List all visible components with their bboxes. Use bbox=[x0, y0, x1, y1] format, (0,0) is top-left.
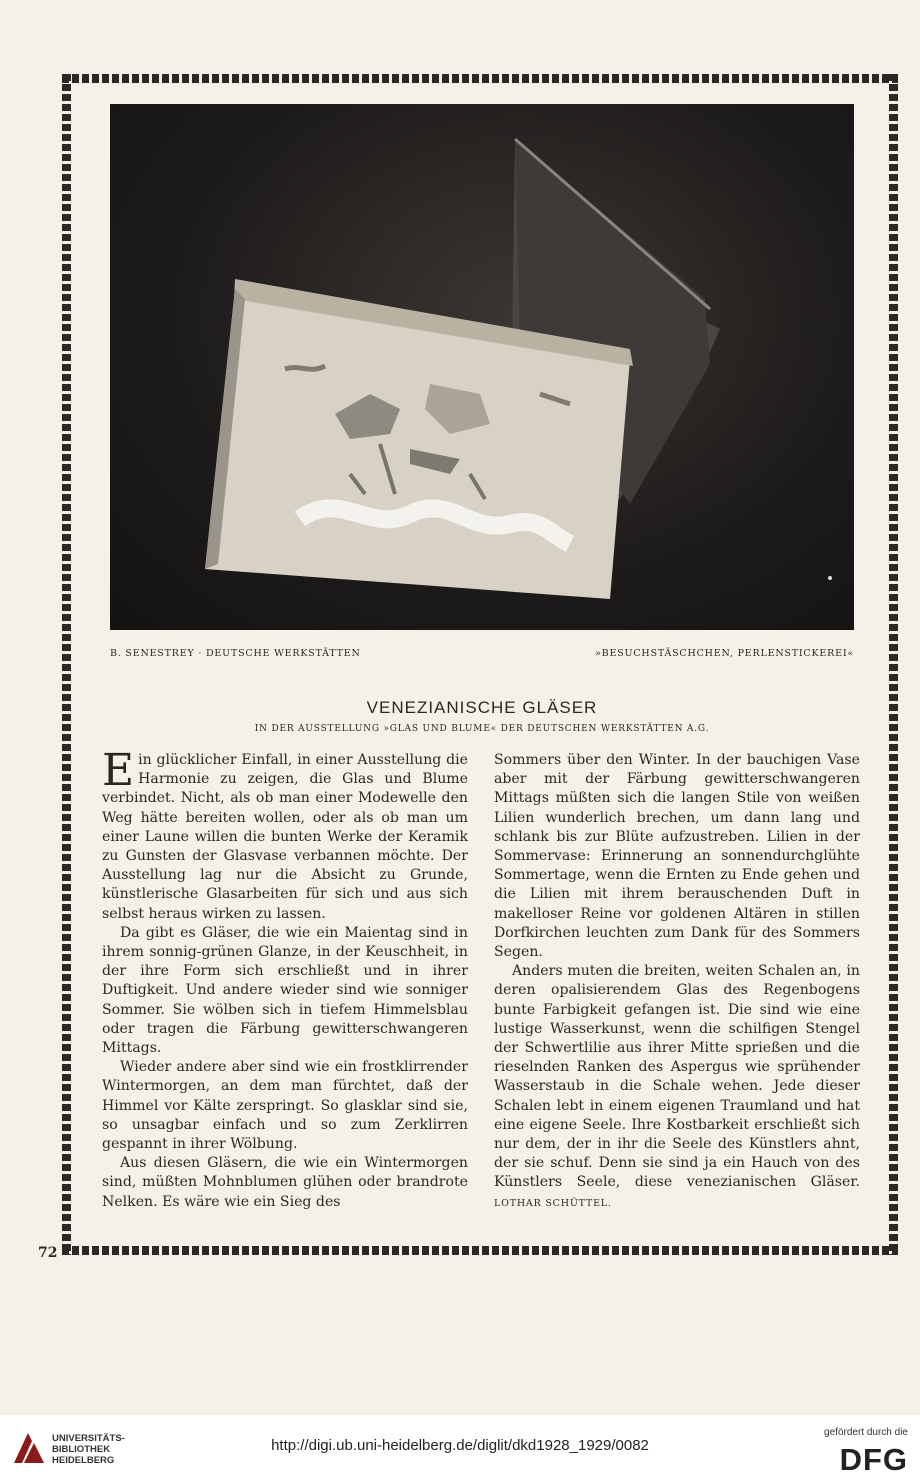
photo-caption bbox=[110, 648, 854, 659]
drop-cap-initial: E bbox=[102, 745, 135, 796]
paragraph bbox=[102, 745, 468, 924]
funding-note: gefördert durch die bbox=[824, 1427, 908, 1438]
paragraph bbox=[494, 962, 860, 1213]
paragraph-text: in glücklicher Einfall, in einer Ausstellung die Harmonie zu zeigen, die Glas und Blume verbindet. Nicht, als ob man einer Modewelle den Weg hätte bereiten wollen, oder als ob man um einer Laune willen die bunten Werke der Keramik zu Gunsten der Glasvase verbannen möchte. Der Ausstellung lag nur die Absicht zu Grunde, künstlerische Glasarbeiten für sich und aus sich selbst heraus wirken zu lassen. bbox=[102, 752, 468, 922]
caption-title: »BESUCHSTÄSCHCHEN, PERLENSTICKEREI« bbox=[595, 648, 854, 659]
frame-left-border bbox=[62, 74, 71, 1255]
article-subtitle: IN DER AUSSTELLUNG »GLAS UND BLUME« DER DEUTSCHEN WERKSTÄTTEN A.G. bbox=[254, 724, 710, 734]
paragraph: Aus diesen Gläsern, die wie ein Wintermorgen sind, müßten Mohnblumen glühen oder brandrote Nelken. Es wäre wie ein Sieg des bbox=[102, 1155, 468, 1210]
source-url-link[interactable]: http://digi.ub.uni-heidelberg.de/diglit/dkd1928_1929/0082 bbox=[271, 1437, 649, 1454]
frame-bottom-border bbox=[62, 1246, 898, 1255]
paragraph: Wieder andere aber sind wie ein frostklirrender Wintermorgen, an dem man fürchtet, daß der Himmel vor Kälte zerspringt. So glasklar sind sie, so unsagbar einfach und so zum Zerklirren gespannt in ihrer Wölbung. bbox=[102, 1059, 468, 1153]
author-signature: LOTHAR SCHÜTTEL. bbox=[494, 1197, 612, 1209]
library-name-line: BIBLIOTHEK bbox=[52, 1444, 111, 1455]
frame-right-border bbox=[889, 74, 898, 1255]
right-column bbox=[494, 751, 860, 1213]
paragraph: Sommers über den Winter. In der bauchigen Vase aber mit der Färbung gewitterschwangeren Mittags müßten sich die langen Stile von weißen Lilien wunderlich brechen, um dann lang und schlank bis zur Blüte aufzustreben. Lilien in der Sommervase: Erinnerung an sonnendurchglühte Sommertage, wenn die Ernten zu Ende gehen und die Lilien mit ihrem berauschenden Duft in makelloser Reine vor goldenen Altären in stillen Dorfkirchen leuchten zum Dank für des Sommers Segen. bbox=[494, 752, 860, 961]
caption-artist: B. SENESTREY · DEUTSCHE WERKSTÄTTEN bbox=[110, 648, 361, 659]
article-title: VENEZIANISCHE GLÄSER bbox=[366, 698, 598, 717]
frame-top-border bbox=[62, 74, 898, 83]
dfg-logo: DFG bbox=[839, 1442, 908, 1477]
left-column bbox=[102, 745, 468, 1212]
photograph-beaded-purse bbox=[110, 104, 854, 630]
page-number: 72 bbox=[38, 1245, 58, 1261]
library-name-line: HEIDELBERG bbox=[52, 1455, 115, 1466]
digitization-footer bbox=[0, 1415, 920, 1484]
library-name-line: UNIVERSITÄTS- bbox=[52, 1433, 125, 1444]
paragraph-text: Anders muten die breiten, weiten Schalen an, in deren opalisierendem Glas des Regenbogens bunte Farbigkeit gefangen ist. Die sind wie eine lustige Wasserkunst, wenn die schilfigen Stengel der Schwertlilie aus ihrer Mitte sprießen und die rieselnden Ranken des Aspergus wie sprühender Wasserstaub in die Schale wehen. Jede dieser Schalen lebt in einem eigenen Traumland und hat eine eigene Seele. Ihre Kostbarkeit erschließt sich nur dem, der in ihr die Seele des Künstlers ahnt, der sie schuf. Denn sie sind ja ein Hauch von des Künstlers Seele, diese venezianischen Gläser. bbox=[494, 963, 860, 1191]
paragraph: Da gibt es Gläser, die wie ein Maientag sind in ihrem sonnig-grünen Glanze, in der Keuschheit, in der ihre Form sich erschließt und in ihrer Duftigkeit. Und andere wieder sind wie sonniger Sommer. Sie wölben sich in tiefem Himmelsblau oder tragen die Färbung gewitterschwangeren Mittags. bbox=[102, 924, 468, 1057]
